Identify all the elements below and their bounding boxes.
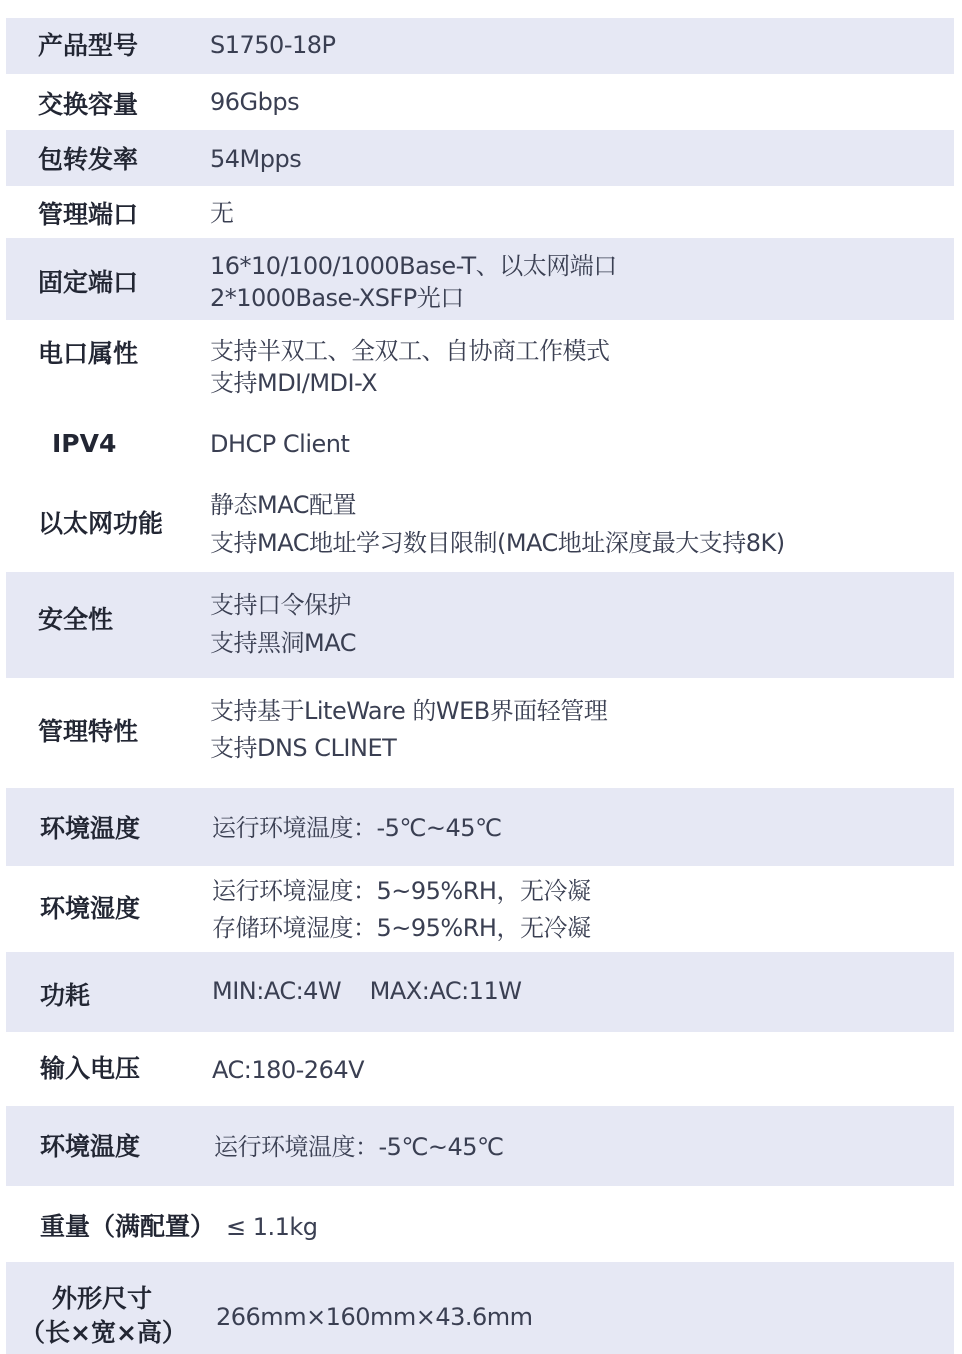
spec-value: 54Mpps [210,145,302,173]
spec-row [6,866,954,952]
spec-value: 存储环境湿度：5~95%RH，无冷凝 [212,914,591,942]
spec-value: 2*1000Base-XSFP光口 [210,284,464,312]
spec-label: 以太网功能 [38,509,164,538]
spec-value: 支持口令保护 [210,591,351,619]
spec-label-sub: （长×宽×高） [20,1318,187,1347]
spec-row [6,678,954,788]
spec-value: 支持DNS CLINET [210,734,397,762]
spec-value: S1750-18P [210,31,336,59]
spec-label: 重量（满配置） [40,1212,216,1241]
spec-value: 支持基于LiteWare 的WEB界面轻管理 [210,697,608,725]
spec-row [6,320,954,404]
spec-row [6,186,954,238]
spec-label: 管理端口 [38,200,139,229]
spec-row [6,404,954,482]
spec-value: DHCP Client [210,430,350,458]
spec-value: MIN:AC:4W MAX:AC:11W [212,977,522,1005]
spec-row [6,952,954,1032]
spec-label: 管理特性 [38,717,139,746]
spec-row [6,74,954,130]
spec-row [6,238,954,320]
spec-label: 固定端口 [38,268,139,297]
spec-value: 支持MDI/MDI-X [210,369,378,397]
spec-row [6,1106,954,1186]
spec-label: 输入电压 [40,1054,141,1083]
spec-label: 交换容量 [38,90,139,119]
spec-label: 产品型号 [38,31,139,60]
spec-value: 266mm×160mm×43.6mm [216,1303,533,1331]
spec-row [6,788,954,866]
spec-value: AC:180-264V [212,1056,365,1084]
spec-value: 运行环境湿度：5~95%RH，无冷凝 [212,877,591,905]
spec-value: ≤ 1.1kg [226,1213,318,1241]
spec-label: 电口属性 [38,339,139,368]
spec-value: 支持MAC地址学习数目限制(MAC地址深度最大支持8K) [210,529,785,557]
spec-row [6,572,954,678]
spec-row [6,18,954,74]
spec-row [6,1186,954,1262]
spec-value: 支持半双工、全双工、自协商工作模式 [210,337,610,365]
spec-value: 96Gbps [210,88,300,116]
spec-label: 环境温度 [40,1132,141,1161]
spec-label: 外形尺寸 [52,1284,153,1313]
spec-label: IPV4 [52,429,117,458]
spec-label: 环境温度 [40,814,141,843]
spec-row [6,482,954,572]
spec-label: 环境湿度 [40,894,141,923]
spec-value: 16*10/100/1000Base-T、以太网端口 [210,252,617,280]
spec-row [6,1032,954,1106]
spec-value: 运行环境温度：-5℃~45℃ [212,814,502,842]
spec-row [6,1262,954,1354]
spec-value: 静态MAC配置 [210,491,356,519]
spec-label: 安全性 [38,605,114,634]
spec-label: 包转发率 [38,145,139,174]
spec-label: 功耗 [40,981,91,1010]
spec-value: 运行环境温度：-5℃~45℃ [214,1133,504,1161]
spec-row [6,130,954,186]
spec-value: 支持黑洞MAC [210,629,356,657]
spec-value: 无 [210,199,234,227]
